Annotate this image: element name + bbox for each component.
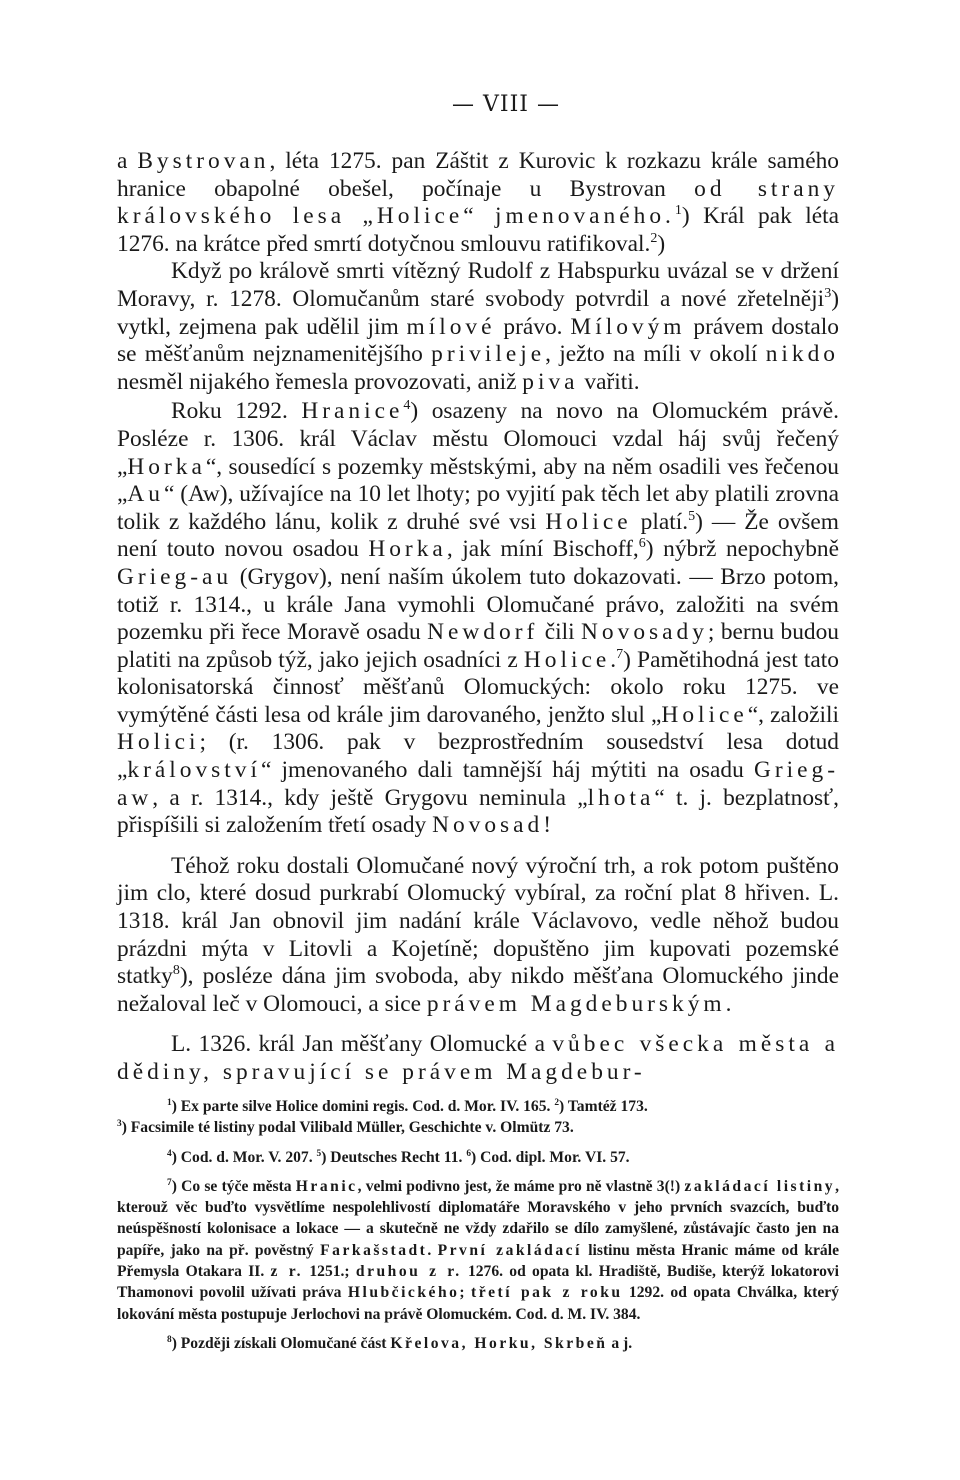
spaced-word: piva [522,368,579,395]
footnote-ref: 4 [403,397,411,414]
footnote: $^8$) Později získali Olomučané část Křelova, Horku, Skrbeň a j. [167,1334,633,1352]
spaced-phrase: vůbec všecka města a dědiny, spravující se právem Magdebur- [117,1031,839,1085]
spaced-word: Holice [661,701,748,728]
spaced-word: Holice [545,508,632,535]
spaced-word: Novosady [581,619,708,646]
footnote-ref: 5 [688,507,696,524]
spaced-word: nikdo [765,341,839,368]
footnote-ref: 3 [824,285,832,302]
spaced-word: Horka [368,536,447,563]
spaced-word: Horka [127,453,206,480]
page-number: — VIII — [452,92,560,117]
footnotes [117,1096,839,1354]
paragraph: Když po králově smrti vítězný Rudolf z Habspurku uvázal se v držení Moravy, r. 1278. Olomučanům staré svobody potvrdil a nové zřetelněji$^3$) vytkl, zejmena pak udělil jim mílové právo. Mílovým právem dostalo se měšťanům nejznamenitějšího privileje, ježto na míli v okolí nikdo nesměl nijakého řemesla provozovati, aniž piva vařiti. [117,258,839,395]
spaced-word: mílové [406,313,496,340]
spaced-word: Holice [523,646,611,673]
footnote-ref: 1 [674,202,682,219]
footnote: $^7$) Co se týče města Hranic, velmi podivno jest, že máme pro ně vlastně 3(!) zakládací listiny, kterouž věc buďto vysvětlíme nespolehlivostí diplomatáře Moravského v jeho prvních svazcích, buďto neúspěšností kolonisace a lokace — a skutečně ne vždy zdařilo se dílo zamyšlené, zůstávajíc často jen na papíře, jako na př. pověstný Farkašstadt. První zakládací listinu města Hranic máme od krále Přemysla Otakara II. z r. 1251.; druhou z r. 1276. od opata kl. Hradiště, Budiše, kterýž lokatorovi Thamonovi povolil užívati práva Hlubčického; třetí pak z roku 1292. od opata Chválka, který lokování města postupuje Jerlochovi na právě Olomuckém. Cod. d. M. IV. 384. [117,1177,840,1323]
spaced-word: Newdorf [427,619,539,646]
footnote: $^1$) Ex parte silve Holice domini regis. Cod. d. Mor. IV. 165. $^2$) Tamtéž 173. [167,1097,648,1115]
spaced-word: privileje [431,341,546,368]
spaced-word: Au [127,481,164,508]
main-text [117,148,839,1087]
spaced-word: Hranice [301,398,404,425]
paragraph: Téhož roku dostali Olomučané nový výroční trh, a rok potom puštěno jim clo, které dosud purkrabí Olomucký vybíral, za roční plat 8 hřiven. L. 1318. král Jan obnovil jim nadání krále Václavovo, vedle něhož budou prázdni mýta v Litovli a Kojetíně; dopuštěno jim kupovati pozemské statky$^8$), posléze dána jim svoboda, aby nikdo měšťana Olomuckého jinde nežaloval leč v Olomouci, a sice právem Magdeburským. [117,852,839,1017]
footnote-ref: 7 [616,645,624,662]
footnote-ref: 6 [638,535,646,552]
spaced-word: Grieg-au [117,563,233,590]
footnote: $^4$) Cod. d. Mor. V. 207. $^5$) Deutsches Recht 11. $^6$) Cod. dipl. Mor. VI. 57. [167,1148,630,1166]
spaced-phrase: právem Magdeburským [426,990,726,1017]
spaced-name: Bystrovan [137,148,270,174]
paragraph: Roku 1292. Hranice$^4$) osazeny na novo na Olomuckém právě. Posléze r. 1306. král Václav městu Olomouci vzdal háj svůj řečený „Horka“, sousedící s pozemky městskými, aby na něm osadili ves řečenou „Au“ (Aw), užívajíce na 10 let lhoty; po vyjití pak těch let aby platili zrovna tolik z každého lánu, kolik z druhé své vsi Holice platí.$^5$) — Že ovšem není touto novou osadou Horka, jak míní Bischoff,$^6$) nýbrž nepochybně Grieg-au (Grygov), není naším úkolem tuto dokazovati. — Brzo potom, totiž r. 1314., u krále Jana vymohli Olomučané právo, založiti na svém pozemku při řece Moravě osadu Newdorf čili Novosady; bernu budou platiti na způsob týž, jako jejich osadníci z Holice.$^7$) Pamětihodná jest tato kolonisatorská činnosť měšťanů Olomuckých: okolo roku 1275. ve vymýtěné části lesa od krále jim darovaného, jenžto slul „Holice“, založili Holici; (r. 1306. pak v bezprostředním sousedství lesa dotud „království“ jmenovaného dali tamnější háj mýtiti na osadu Grieg-aw, a r. 1314., kdy ještě Grygovu neminula „lhota“ t. j. bezplatnosť, přispíšili si založením třetí osady Novosad! [117,397,839,839]
paragraph: a Bystrovan, léta 1275. pan Záštit z Kurovic k rozkazu krále samého hranice obapolné obešel, počínaje u Bystrovan od strany královského lesa „Holice“ jmenovaného.$^1$) Král pak léta 1276. na krátce před smrtí dotyčnou smlouvu ratifikoval.$^2$) [117,148,839,257]
footnote-ref: 2 [650,229,658,246]
spaced-word: Holici [117,729,200,756]
footnote: $^3$) Facsimile té listiny podal Vilibald Müller, Geschichte v. Olmütz 73. [117,1119,574,1137]
footnote-ref: 8 [172,962,180,979]
spaced-word: lhota [587,784,655,811]
spaced-phrase: od strany královského lesa „Holice“ jmenovaného. [117,175,839,230]
spaced-word: Novosad [432,812,544,839]
spaced-word: Mílovým [570,313,686,340]
spaced-word: Grieg-aw [117,757,839,811]
spaced-word: království [127,757,261,784]
paragraph: L. 1326. král Jan měšťany Olomucké a vůbec všecka města a dědiny, spravující se právem Magdebur- [117,1031,839,1085]
